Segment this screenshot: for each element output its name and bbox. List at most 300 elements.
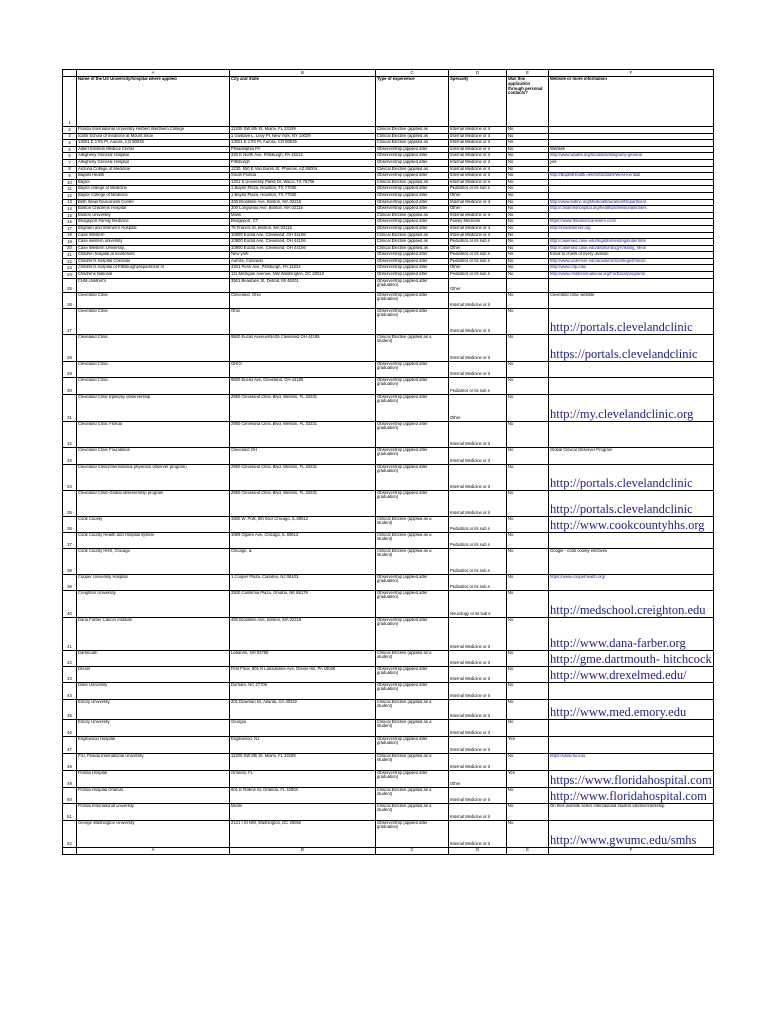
personal-contact-cell[interactable]: No — [507, 334, 549, 361]
type-cell[interactable]: Observership (applied after — [376, 153, 449, 160]
row-number[interactable]: 5 — [63, 146, 77, 153]
header-type[interactable]: Type of experience — [376, 77, 449, 127]
type-cell[interactable]: Clinical Elective (applied as — [376, 166, 449, 173]
specialty-cell[interactable]: Internal Medicine or it — [449, 666, 507, 682]
name-cell[interactable]: Children hospital at montefiore — [77, 252, 230, 259]
personal-contact-cell[interactable]: No — [507, 820, 549, 847]
row-number[interactable]: 10 — [63, 179, 77, 186]
personal-contact-cell[interactable]: No — [507, 699, 549, 719]
website-link[interactable]: https://www.cooperhealth.org/ — [550, 574, 606, 579]
type-cell[interactable]: Observership (applied after graduation) — [376, 490, 449, 516]
row-number[interactable]: 3 — [63, 133, 77, 140]
row-number[interactable]: 8 — [63, 166, 77, 173]
city-cell[interactable]: 3901 Beaubien St, Detroit, MI 48201 — [230, 278, 376, 292]
specialty-cell[interactable]: Internal Medicine or it — [449, 447, 507, 464]
specialty-cell[interactable]: Pediatrics or its sub s — [449, 532, 507, 548]
row-number[interactable]: 28 — [63, 334, 77, 361]
type-cell[interactable]: Observership (applied after — [376, 265, 449, 272]
type-cell[interactable]: Observership (applied after graduation) — [376, 278, 449, 292]
specialty-cell[interactable]: Internal Medicine or it — [449, 699, 507, 719]
website-cell[interactable] — [549, 212, 714, 219]
type-cell[interactable]: Observership (applied after graduation) — [376, 447, 449, 464]
name-cell[interactable]: Drexel — [77, 666, 230, 682]
header-website[interactable]: Website or more information — [549, 77, 714, 127]
type-cell[interactable]: Observership (applied after graduation) — [376, 666, 449, 682]
column-letter[interactable]: F — [549, 847, 714, 854]
personal-contact-cell[interactable]: No — [507, 206, 549, 213]
website-cell[interactable] — [549, 787, 714, 803]
personal-contact-cell[interactable]: No — [507, 252, 549, 259]
specialty-cell[interactable]: Internal Medicine or it — [449, 166, 507, 173]
city-cell[interactable]: Chicago, IL — [230, 548, 376, 574]
personal-contact-cell[interactable]: No — [507, 186, 549, 193]
row-number[interactable]: 44 — [63, 682, 77, 699]
personal-contact-cell[interactable]: No — [507, 490, 549, 516]
name-cell[interactable]: Dartmouth — [77, 650, 230, 666]
city-cell[interactable]: OHIO — [230, 361, 376, 377]
type-cell[interactable]: Clinical Elective (applied as — [376, 245, 449, 252]
city-cell[interactable]: 330 Brookline Ave, Boston, MA 02215 — [230, 199, 376, 206]
personal-contact-cell[interactable]: No — [507, 617, 549, 650]
row-number[interactable]: 34 — [63, 464, 77, 490]
website-cell[interactable] — [549, 699, 714, 719]
type-cell[interactable]: Clinical Elective (applied as a student) — [376, 699, 449, 719]
website-link[interactable]: http://my.clevelandclinic.org — [550, 406, 694, 421]
type-cell[interactable]: Clinical Elective (applied as a student) — [376, 787, 449, 803]
row-number[interactable]: 49 — [63, 770, 77, 787]
website-cell[interactable] — [549, 377, 714, 394]
website-link[interactable]: http://www.gwumc.edu/smhs — [550, 832, 697, 847]
personal-contact-cell[interactable]: No — [507, 258, 549, 265]
name-cell[interactable]: Cleveland Clinic — [77, 361, 230, 377]
column-letter[interactable]: E — [507, 847, 549, 854]
row-number[interactable]: 20 — [63, 245, 77, 252]
personal-contact-cell[interactable]: No — [507, 219, 549, 226]
name-cell[interactable]: FIU, Florida International University — [77, 753, 230, 770]
name-cell[interactable]: Children's hospital of Pittsburgh(department of — [77, 265, 230, 272]
row-number[interactable]: 37 — [63, 532, 77, 548]
type-cell[interactable]: Observership (applied after graduation) — [376, 394, 449, 421]
website-link[interactable]: http://portals.clevelandclinic — [550, 319, 693, 334]
personal-contact-cell[interactable]: No — [507, 803, 549, 820]
city-cell[interactable]: Mass — [230, 212, 376, 219]
personal-contact-cell[interactable]: No — [507, 464, 549, 490]
row-number[interactable]: 39 — [63, 574, 77, 590]
specialty-cell[interactable]: Pediatrics or its sub s — [449, 258, 507, 265]
row-number[interactable]: 26 — [63, 292, 77, 308]
specialty-cell[interactable]: Internal Medicine or it — [449, 127, 507, 134]
specialty-cell[interactable]: Internal Medicine or it — [449, 146, 507, 153]
specialty-cell[interactable]: Other — [449, 192, 507, 199]
specialty-cell[interactable]: Pediatrics or its sub s — [449, 186, 507, 193]
specialty-cell[interactable]: Internal Medicine or it — [449, 133, 507, 140]
website-link[interactable]: http://imnobserver.org — [550, 225, 591, 230]
row-number[interactable]: 38 — [63, 548, 77, 574]
website-link[interactable]: https://portals.clevelandclinic — [550, 346, 698, 361]
website-cell[interactable] — [549, 650, 714, 666]
city-cell[interactable]: 11200 SW 8th St, Miami, FL 33199 — [230, 127, 376, 134]
personal-contact-cell[interactable]: No — [507, 394, 549, 421]
row-number[interactable]: 25 — [63, 278, 77, 292]
name-cell[interactable]: Boston University — [77, 212, 230, 219]
website-cell[interactable]: Cleveland clinic website — [549, 292, 714, 308]
name-cell[interactable]: Dana Farber Cancer Institute — [77, 617, 230, 650]
name-cell[interactable]: Arizona College of Medicine — [77, 166, 230, 173]
website-cell[interactable] — [549, 666, 714, 682]
name-cell[interactable]: Baptist Health — [77, 173, 230, 180]
specialty-cell[interactable]: Other — [449, 245, 507, 252]
name-cell[interactable]: Baylor college of Medicine — [77, 186, 230, 193]
type-cell[interactable]: Observership (applied after graduation) — [376, 770, 449, 787]
type-cell[interactable]: Clinical Elective (applied as — [376, 127, 449, 134]
website-cell[interactable] — [549, 192, 714, 199]
specialty-cell[interactable]: Neurology or its sub s — [449, 590, 507, 617]
column-letter[interactable]: A — [77, 847, 230, 854]
specialty-cell[interactable]: Pediatrics or its sub s — [449, 516, 507, 532]
name-cell[interactable]: Baylor College of Medicine — [77, 192, 230, 199]
type-cell[interactable]: Observership (applied after — [376, 192, 449, 199]
row-number[interactable]: 18 — [63, 232, 77, 239]
city-cell[interactable]: 201 Dowman Dr, Atlanta, GA 30322 — [230, 699, 376, 719]
website-cell[interactable] — [549, 719, 714, 736]
personal-contact-cell[interactable]: No — [507, 308, 549, 334]
column-letter[interactable]: B — [230, 847, 376, 854]
city-cell[interactable]: Miami — [230, 803, 376, 820]
type-cell[interactable]: Observership (applied after — [376, 186, 449, 193]
city-cell[interactable]: 9500 Euclid Ave, Cleveland, OH 44195 — [230, 377, 376, 394]
personal-contact-cell[interactable]: No — [507, 245, 549, 252]
website-cell[interactable] — [549, 278, 714, 292]
website-cell[interactable] — [549, 516, 714, 532]
header-personal[interactable]: Was this application through personal contacts? — [507, 77, 549, 127]
name-cell[interactable]: George Washington University — [77, 820, 230, 847]
city-cell[interactable]: Pittsburgh — [230, 159, 376, 166]
website-link[interactable]: http://www.ucdenver.edu/academics/colleges/medic — [550, 258, 646, 263]
city-cell[interactable]: Georgia — [230, 719, 376, 736]
name-cell[interactable]: CHM,children's — [77, 278, 230, 292]
type-cell[interactable]: Clinical Elective (applied as — [376, 133, 449, 140]
type-cell[interactable]: Observership (applied after — [376, 252, 449, 259]
type-cell[interactable]: Clinical Elective (applied as a student) — [376, 516, 449, 532]
personal-contact-cell[interactable]: Yes — [507, 770, 549, 787]
personal-contact-cell[interactable]: No — [507, 225, 549, 232]
city-cell[interactable]: 111 Michigan Avenue, NW Washington, DC 20010 — [230, 272, 376, 279]
website-cell[interactable] — [549, 186, 714, 193]
website-link[interactable]: http://casemed.case.edu/dept/urology/Visiting_Medi — [550, 245, 646, 250]
website-cell[interactable] — [549, 421, 714, 447]
specialty-cell[interactable]: Internal Medicine or it — [449, 212, 507, 219]
city-cell[interactable]: 2950 Cleveland Clinic Blvd, Weston, FL 33331 — [230, 464, 376, 490]
specialty-cell[interactable]: Other — [449, 206, 507, 213]
website-cell[interactable] — [549, 490, 714, 516]
name-cell[interactable]: Cleveland Clinic — [77, 377, 230, 394]
row-number[interactable]: 29 — [63, 361, 77, 377]
website-link[interactable]: http://gme.dartmouth- hitchcock — [550, 651, 712, 666]
city-cell[interactable]: 2121 I St NW, Washington, DC 20052 — [230, 820, 376, 847]
row-number[interactable]: 14 — [63, 206, 77, 213]
name-cell[interactable]: Cook County Health and Hospital system — [77, 532, 230, 548]
type-cell[interactable]: Observership (applied after graduation) — [376, 820, 449, 847]
personal-contact-cell[interactable]: No — [507, 146, 549, 153]
website-link[interactable]: http://casemed.case.edu/registrar/visitingstudents/in — [550, 238, 647, 244]
row-number[interactable]: 46 — [63, 719, 77, 736]
website-cell[interactable] — [549, 179, 714, 186]
city-cell[interactable]: 9500 Euclid Avenue/NA25 Cleveland OH 44195 — [230, 334, 376, 361]
specialty-cell[interactable]: Internal Medicine or it — [449, 361, 507, 377]
website-cell[interactable] — [549, 820, 714, 847]
website-link[interactable]: http://www.chp.edu/ — [550, 264, 587, 270]
personal-contact-cell[interactable]: No — [507, 140, 549, 147]
city-cell[interactable]: South Florida — [230, 173, 376, 180]
personal-contact-cell[interactable]: No — [507, 272, 549, 279]
specialty-cell[interactable]: Pediatrics or its sub s — [449, 252, 507, 259]
website-cell[interactable] — [549, 245, 714, 252]
website-link[interactable]: http://www.cookcountyhhs.org — [550, 517, 705, 532]
city-cell[interactable]: 2950 Cleveland Clinic Blvd, Weston, FL 33331 — [230, 394, 376, 421]
type-cell[interactable]: Clinical Elective (applied as — [376, 140, 449, 147]
name-cell[interactable]: Florida International university — [77, 803, 230, 820]
website-link[interactable]: http://childrenshospital.org/healthprofessionals/Sites — [550, 205, 647, 211]
personal-contact-cell[interactable]: No — [507, 590, 549, 617]
city-cell[interactable]: Ohio — [230, 308, 376, 334]
website-link[interactable]: http://www.bidmc.org/MedicalEducation/Department — [550, 199, 647, 204]
city-cell[interactable]: Englewood, NJ — [230, 736, 376, 753]
name-cell[interactable]: Beth Israel Deaconess Center — [77, 199, 230, 206]
website-cell[interactable] — [549, 265, 714, 272]
name-cell[interactable]: Duke University — [77, 682, 230, 699]
row-number[interactable]: 32 — [63, 421, 77, 447]
specialty-cell[interactable]: Other — [449, 265, 507, 272]
city-cell[interactable]: New york — [230, 252, 376, 259]
website-cell[interactable] — [549, 682, 714, 699]
personal-contact-cell[interactable]: No — [507, 127, 549, 134]
row-number[interactable]: 33 — [63, 447, 77, 464]
specialty-cell[interactable]: Internal Medicine or it — [449, 464, 507, 490]
city-cell[interactable]: 2950 Cleveland Clinic Blvd, Weston, FL 33331 — [230, 421, 376, 447]
specialty-cell[interactable]: Internal Medicine or it — [449, 719, 507, 736]
specialty-cell[interactable]: Internal Medicine or it — [449, 490, 507, 516]
type-cell[interactable]: Clinical Elective (applied as a student) — [376, 719, 449, 736]
name-cell[interactable]: Children's hospital Colorado — [77, 258, 230, 265]
row-number[interactable]: 21 — [63, 252, 77, 259]
row-number[interactable]: 4 — [63, 140, 77, 147]
website-link[interactable]: http://www.floridahospital.com — [550, 788, 707, 803]
city-cell[interactable]: Bridgeport, CT — [230, 219, 376, 226]
city-cell[interactable]: 10900 Euclid Ave, Cleveland, OH 44106 — [230, 232, 376, 239]
name-cell[interactable]: Cleveland Clinic Epilepsy observership — [77, 394, 230, 421]
personal-contact-cell[interactable]: No — [507, 787, 549, 803]
specialty-cell[interactable]: Other — [449, 278, 507, 292]
row-number[interactable]: 12 — [63, 192, 77, 199]
specialty-cell[interactable]: Internal Medicine or it — [449, 334, 507, 361]
type-cell[interactable]: Observership (applied after graduation) — [376, 590, 449, 617]
name-cell[interactable]: Case western university — [77, 239, 230, 246]
type-cell[interactable]: Clinical Elective (applied as a student) — [376, 753, 449, 770]
specialty-cell[interactable]: Pediatrics or its sub s — [449, 239, 507, 246]
website-cell[interactable] — [549, 308, 714, 334]
city-cell[interactable]: 1201 S University Parks Dr, Waco, TX 76706 — [230, 179, 376, 186]
column-letter[interactable]: B — [230, 70, 376, 77]
name-cell[interactable]: Florida Hospital — [77, 770, 230, 787]
type-cell[interactable]: Observership (applied after — [376, 199, 449, 206]
website-cell[interactable] — [549, 258, 714, 265]
personal-contact-cell[interactable]: No — [507, 232, 549, 239]
type-cell[interactable]: Clinical Elective (applied as — [376, 179, 449, 186]
personal-contact-cell[interactable]: No — [507, 753, 549, 770]
specialty-cell[interactable]: Internal Medicine or it — [449, 179, 507, 186]
website-link[interactable]: http://medschool.creighton.edu — [550, 602, 706, 617]
name-cell[interactable]: Cleveland Clinic — [77, 334, 230, 361]
city-cell[interactable]: Cleveland, Ohio — [230, 292, 376, 308]
city-cell[interactable]: 13001 E 17th Pl, Aurora, CO 80045 — [230, 140, 376, 147]
name-cell[interactable]: Emory University — [77, 719, 230, 736]
name-cell[interactable]: Cook County — [77, 516, 230, 532]
name-cell[interactable]: Cleveland Clinic Florida — [77, 421, 230, 447]
personal-contact-cell[interactable]: No — [507, 199, 549, 206]
city-cell[interactable]: Lebanon, NH 03756 — [230, 650, 376, 666]
row-number[interactable]: 7 — [63, 159, 77, 166]
type-cell[interactable]: Observership (applied after graduation) — [376, 361, 449, 377]
specialty-cell[interactable]: Other — [449, 770, 507, 787]
website-cell[interactable]: yes — [549, 159, 714, 166]
type-cell[interactable]: Observership (applied after — [376, 206, 449, 213]
name-cell[interactable]: Emory University — [77, 699, 230, 719]
specialty-cell[interactable]: Internal Medicine or it — [449, 232, 507, 239]
column-letter[interactable]: C — [376, 847, 449, 854]
website-cell[interactable] — [549, 232, 714, 239]
row-number[interactable]: 15 — [63, 212, 77, 219]
city-cell[interactable]: Durham, NC 27708 — [230, 682, 376, 699]
city-cell[interactable]: 1230, 550 E Van Buren St, Phoenix, AZ 85004 — [230, 166, 376, 173]
name-cell[interactable]: Englewood Hospital — [77, 736, 230, 753]
personal-contact-cell[interactable]: Yes — [507, 736, 549, 753]
specialty-cell[interactable]: Internal Medicine or it — [449, 820, 507, 847]
row-number[interactable]: 1 — [63, 77, 77, 127]
city-cell[interactable]: 1 Cooper Plaza, Camden, NJ 08103 — [230, 574, 376, 590]
city-cell[interactable]: 4401 Penn Ave, Pittsburgh, PA 15224 — [230, 265, 376, 272]
personal-contact-cell[interactable]: No — [507, 159, 549, 166]
personal-contact-cell[interactable]: No — [507, 516, 549, 532]
city-cell[interactable]: 1900 W. Polk, 6th floor Chicago, IL 60612 — [230, 516, 376, 532]
website-cell[interactable] — [549, 173, 714, 180]
row-number[interactable]: 2 — [63, 127, 77, 134]
row-number[interactable]: 22 — [63, 258, 77, 265]
type-cell[interactable]: Observership (applied after graduation) — [376, 292, 449, 308]
website-cell[interactable] — [549, 199, 714, 206]
row-number[interactable]: 6 — [63, 153, 77, 160]
city-cell[interactable]: 10900 Euclid Ave, Cleveland, OH 44106 — [230, 239, 376, 246]
city-cell[interactable]: 1 Baylor Plaza, Houston, TX 77030 — [230, 186, 376, 193]
website-cell[interactable] — [549, 361, 714, 377]
personal-contact-cell[interactable]: No — [507, 212, 549, 219]
personal-contact-cell[interactable]: No — [507, 192, 549, 199]
personal-contact-cell[interactable]: No — [507, 650, 549, 666]
personal-contact-cell[interactable]: No — [507, 179, 549, 186]
website-cell[interactable] — [549, 219, 714, 226]
city-cell[interactable]: 601 E Rollins St, Orlando, FL 32803 — [230, 787, 376, 803]
specialty-cell[interactable]: Pediatrics or its sub s — [449, 272, 507, 279]
city-cell[interactable]: 300 Longwood Ave, Boston, MA 02115 — [230, 206, 376, 213]
personal-contact-cell[interactable]: No — [507, 532, 549, 548]
type-cell[interactable]: Observership (applied after graduation) — [376, 377, 449, 394]
type-cell[interactable]: Clinical Elective (applied as — [376, 239, 449, 246]
website-link[interactable]: http://www.wpahs.org/locations/allegheny-general — [550, 152, 642, 158]
type-cell[interactable]: Observership (applied after graduation) — [376, 574, 449, 590]
website-link[interactable]: http://www.dana-farber.org — [550, 635, 686, 650]
website-cell[interactable] — [549, 753, 714, 770]
website-cell[interactable] — [549, 770, 714, 787]
name-cell[interactable]: Bridgeport Family Medicine — [77, 219, 230, 226]
city-cell[interactable]: 2950 Cleveland Clinic Blvd, Weston, FL 33331 — [230, 490, 376, 516]
website-cell[interactable] — [549, 590, 714, 617]
specialty-cell[interactable]: Pediatrics or its sub s — [449, 574, 507, 590]
website-cell[interactable] — [549, 532, 714, 548]
personal-contact-cell[interactable]: No — [507, 377, 549, 394]
type-cell[interactable]: Clinical Elective (applied as a student) — [376, 803, 449, 820]
specialty-cell[interactable]: Internal Medicine or it — [449, 308, 507, 334]
website-link[interactable]: http://www.childrensnational.org/ForDocs/programs — [550, 271, 645, 277]
name-cell[interactable]: Case Western University, — [77, 245, 230, 252]
city-cell[interactable]: Cleveland OH — [230, 447, 376, 464]
specialty-cell[interactable]: Internal Medicine or it — [449, 736, 507, 753]
row-number[interactable]: 31 — [63, 394, 77, 421]
row-number[interactable]: 27 — [63, 308, 77, 334]
specialty-cell[interactable]: Internal Medicine or it — [449, 140, 507, 147]
column-letter[interactable]: E — [507, 70, 549, 77]
personal-contact-cell[interactable]: No — [507, 361, 549, 377]
name-cell[interactable]: Allegheny General Hospital — [77, 159, 230, 166]
type-cell[interactable]: Observership (applied after — [376, 258, 449, 265]
type-cell[interactable]: Clinical Elective (applied as a student) — [376, 548, 449, 574]
name-cell[interactable]: Icahn School of medicine at Mount Sinai — [77, 133, 230, 140]
city-cell[interactable]: 320 E North Ave, Pittsburgh, PA 15212 — [230, 153, 376, 160]
row-number[interactable]: 43 — [63, 666, 77, 682]
website-cell[interactable] — [549, 140, 714, 147]
column-letter[interactable]: D — [449, 847, 507, 854]
website-link[interactable]: https://www.theamericanesem.com/ — [550, 218, 617, 224]
website-cell[interactable] — [549, 239, 714, 246]
row-number[interactable]: 47 — [63, 736, 77, 753]
type-cell[interactable]: Observership (applied after — [376, 219, 449, 226]
name-cell[interactable]: Brigham and Women's Hospital — [77, 225, 230, 232]
row-number[interactable]: 50 — [63, 787, 77, 803]
row-number[interactable]: 24 — [63, 272, 77, 279]
website-cell[interactable] — [549, 153, 714, 160]
city-cell[interactable]: 450 Brookline Ave, Boston, MA 02215 — [230, 617, 376, 650]
row-number[interactable]: 52 — [63, 820, 77, 847]
personal-contact-cell[interactable]: No — [507, 666, 549, 682]
website-cell[interactable] — [549, 166, 714, 173]
column-letter[interactable]: C — [376, 70, 449, 77]
row-number[interactable]: 19 — [63, 239, 77, 246]
specialty-cell[interactable]: Other — [449, 394, 507, 421]
row-number[interactable]: 42 — [63, 650, 77, 666]
specialty-cell[interactable]: Internal Medicine or it — [449, 753, 507, 770]
specialty-cell[interactable]: Internal Medicine or it — [449, 803, 507, 820]
specialty-cell[interactable]: Internal Medicine or it — [449, 153, 507, 160]
header-name[interactable]: Name of the US University/hospital where applied — [77, 77, 230, 127]
personal-contact-cell[interactable]: No — [507, 239, 549, 246]
type-cell[interactable]: Observership (applied after graduation) — [376, 308, 449, 334]
row-number[interactable]: 41 — [63, 617, 77, 650]
row-number[interactable]: 30 — [63, 377, 77, 394]
name-cell[interactable]: Cleveland Clinic — [77, 308, 230, 334]
specialty-cell[interactable]: Internal Medicine or it — [449, 682, 507, 699]
website-link[interactable]: http://www.med.emory.edu — [550, 704, 687, 719]
city-cell[interactable]: Orlando, FL — [230, 770, 376, 787]
city-cell[interactable]: 11200 SW 8th St, Miami, FL 33199 — [230, 753, 376, 770]
website-link[interactable]: http://portals.clevelandclinic — [550, 475, 693, 490]
